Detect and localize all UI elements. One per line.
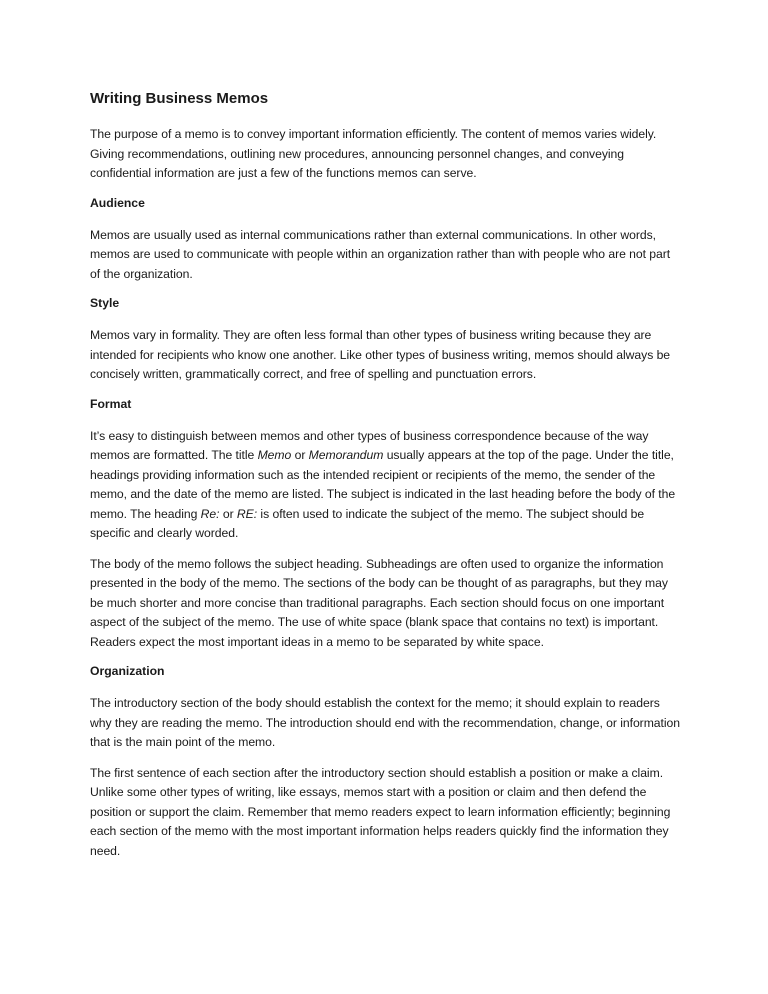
intro-paragraph: The purpose of a memo is to convey important information efficiently. The content of memos varies widely. Giving recommendations, outlining new procedures, announcing personnel changes, and conveying confidential information are just a few of the functions memos can serve. bbox=[90, 127, 657, 180]
organization-paragraph-1: The introductory section of the body should establish the context for the memo; it should explain to readers why they are reading the memo. The introduction should end with the recommendation, change, or information that is the main point of the memo. bbox=[90, 696, 680, 749]
heading-style: Style bbox=[90, 296, 120, 310]
heading-format: Format bbox=[90, 396, 132, 411]
format-text-b: or bbox=[291, 448, 309, 462]
format-term-re-lower: Re: bbox=[200, 506, 220, 521]
audience-paragraph: Memos are usually used as internal communications rather than external communications. In other words, memos are used to communicate with people within an organization rather than with people who are not part of the organization. bbox=[90, 227, 671, 281]
format-text-e: is often used to indicate the subject of the memo. The subject should be specific and clearly worded. bbox=[90, 506, 645, 540]
format-term-memorandum: Memorandum bbox=[308, 448, 384, 462]
style-paragraph: Memos vary in formality. They are often less formal than other types of business writing because they are intended for recipients who know one another. Like other types of business writing, memos should always be concisely written, grammatically correct, and free of spelling and punctuation errors. bbox=[90, 328, 671, 381]
heading-organization: Organization bbox=[90, 664, 165, 678]
organization-paragraph-2: The first sentence of each section after the introductory section should establish a position or make a claim. Unlike some other types of writing, like essays, memos start with a position or claim and then defend the position or support the claim. Remember that memo readers expect to learn information efficiently; beginning each section of the memo with the most important information helps readers quickly find the information they need. bbox=[90, 765, 671, 858]
format-text-d: or bbox=[219, 506, 237, 521]
format-paragraph-2: The body of the memo follows the subject heading. Subheadings are often used to organize the information presented in the body of the memo. The sections of the body can be thought of as paragraphs, but they may be much shorter and more concise than traditional paragraphs. Each section should focus on one important aspect of the subject of the memo. The use of white space (blank space that contains no text) is important. Readers expect the most important ideas in a memo to be separated by white space. bbox=[90, 556, 668, 649]
document-page bbox=[90, 89, 680, 872]
format-text-a: It’s easy to distinguish between memos and other types of business correspondence because of the way memos are formatted. The title bbox=[90, 428, 649, 462]
format-text-c: usually appears at the top of the page. Under the title, headings providing information such as the intended recipient or recipients of the memo, the sender of the memo, and the date of the memo are listed. The subject is indicated in the last heading before the body of the memo. The heading bbox=[90, 448, 676, 521]
heading-audience: Audience bbox=[90, 195, 145, 210]
format-paragraph-1 bbox=[90, 427, 680, 544]
page-title: Writing Business Memos bbox=[90, 90, 269, 107]
format-term-memo: Memo bbox=[257, 448, 292, 462]
format-term-re-upper: RE: bbox=[236, 506, 258, 521]
